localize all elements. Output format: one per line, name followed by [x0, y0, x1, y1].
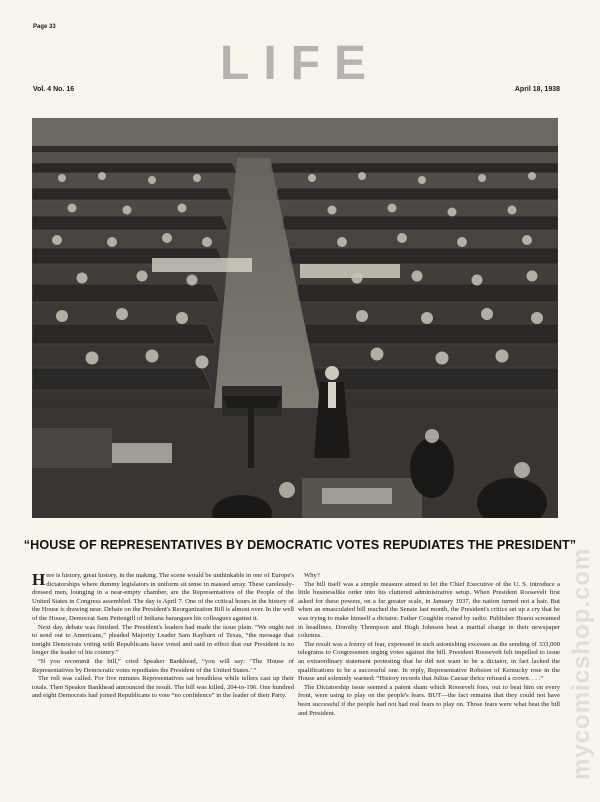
article-paragraph — [32, 572, 294, 624]
article-paragraph: The result was a frenzy of fear, expressed in such astonishing excesses as the sending of 333,000 telegrams to Congressmen urging votes against the bill. President Roosevelt felt impelled to issue an extraordinary statement protesting that he did not want to be a dictator, in fact lacked the qualifications to be a successful one. In reply, Representative Robsion of Kentucky rose in the House and solemnly warned: “History records that Julius Caesar thrice refused a crown. . . .” — [298, 640, 560, 683]
article-column-left — [32, 572, 294, 701]
masthead-logo: LIFE — [220, 37, 380, 90]
volume-issue: Vol. 4 No. 16 — [33, 86, 75, 93]
article-paragraph: The bill itself was a simple measure aimed to let the Chief Executive of the U. S. introduce a little businesslike order into his cluttered administrative setup. When President Roosevelt first asked for these powers, on a far greater scale, in January 1937, the nation turned not a hair. But when an emasculated bill reached the Senate last month, the President's critics set up a cry that he was trying to make himself a dictator. Father Coughlin roared by radio. Publisher Hearst screamed in headlines. Dorothy Thompson and Hugh Johnson beat a martial charge in their newspaper columns. — [298, 580, 560, 640]
article-paragraph: The Dictatorship issue seemed a patent sham which Roosevelt foes, out to beat him on every front, were using to play on the people's fears. BUT—the fact remains that they could not have been successful if the people had not had real fears to play on. Those fears were what beat the bill and President. — [298, 683, 560, 717]
drop-cap: H — [32, 570, 46, 589]
article-column-right — [298, 572, 560, 718]
headline: “HOUSE OF REPRESENTATIVES BY DEMOCRATIC VOTES REPUDIATES THE PRESIDENT” — [23, 538, 577, 552]
issue-date: April 18, 1938 — [514, 86, 560, 93]
page-number: Page 33 — [33, 24, 56, 30]
article-paragraph: Why? — [304, 572, 320, 579]
house-chamber-photo — [32, 118, 558, 518]
article-paragraph: Next day, debate was finished. The President's leaders had made the issue plain. “We ought not to send out to Americans,” pleaded Majority Leader Sam Rayburn of Texas, “the message that tonight Democrats voting with Republicans have voted and said in effect that our President is no longer the leader of his country.” — [32, 623, 294, 657]
article-paragraph: “If you recommit the bill,” cried Speaker Bankhead, “you will say: ‘The House of Representatives by Democratic votes repudiates the President of the United States.’ ” — [32, 657, 294, 674]
article-paragraph: The roll was called. For five minutes Representatives sat breathless while tellers cast up their totals. Then Speaker Bankhead announced the result. The bill was killed, 204-to-196. One hundred and eight Democrats had joined Republicans to vote “no confidence” in the leader of their Party. — [32, 675, 294, 700]
paragraph-text: ere is history, great history, in the making. The scene would be unthinkable in one of Europe's dictatorships where dummy legislators in uniform sit tense in massed array. These carelessly-dressed men, lounging in a near-empty chamber, are the Representatives of the People of the United States in Congress assembled. The day is April 7. One of the critical hours in the history of the House is drawing near. Debate on the President's Reorganization Bill is almost over. In the well of the House, Democrat Sam Pettengill of Indiana harangues his colleagues against it. — [32, 572, 294, 622]
watermark: mycomicshop.com — [568, 547, 595, 780]
